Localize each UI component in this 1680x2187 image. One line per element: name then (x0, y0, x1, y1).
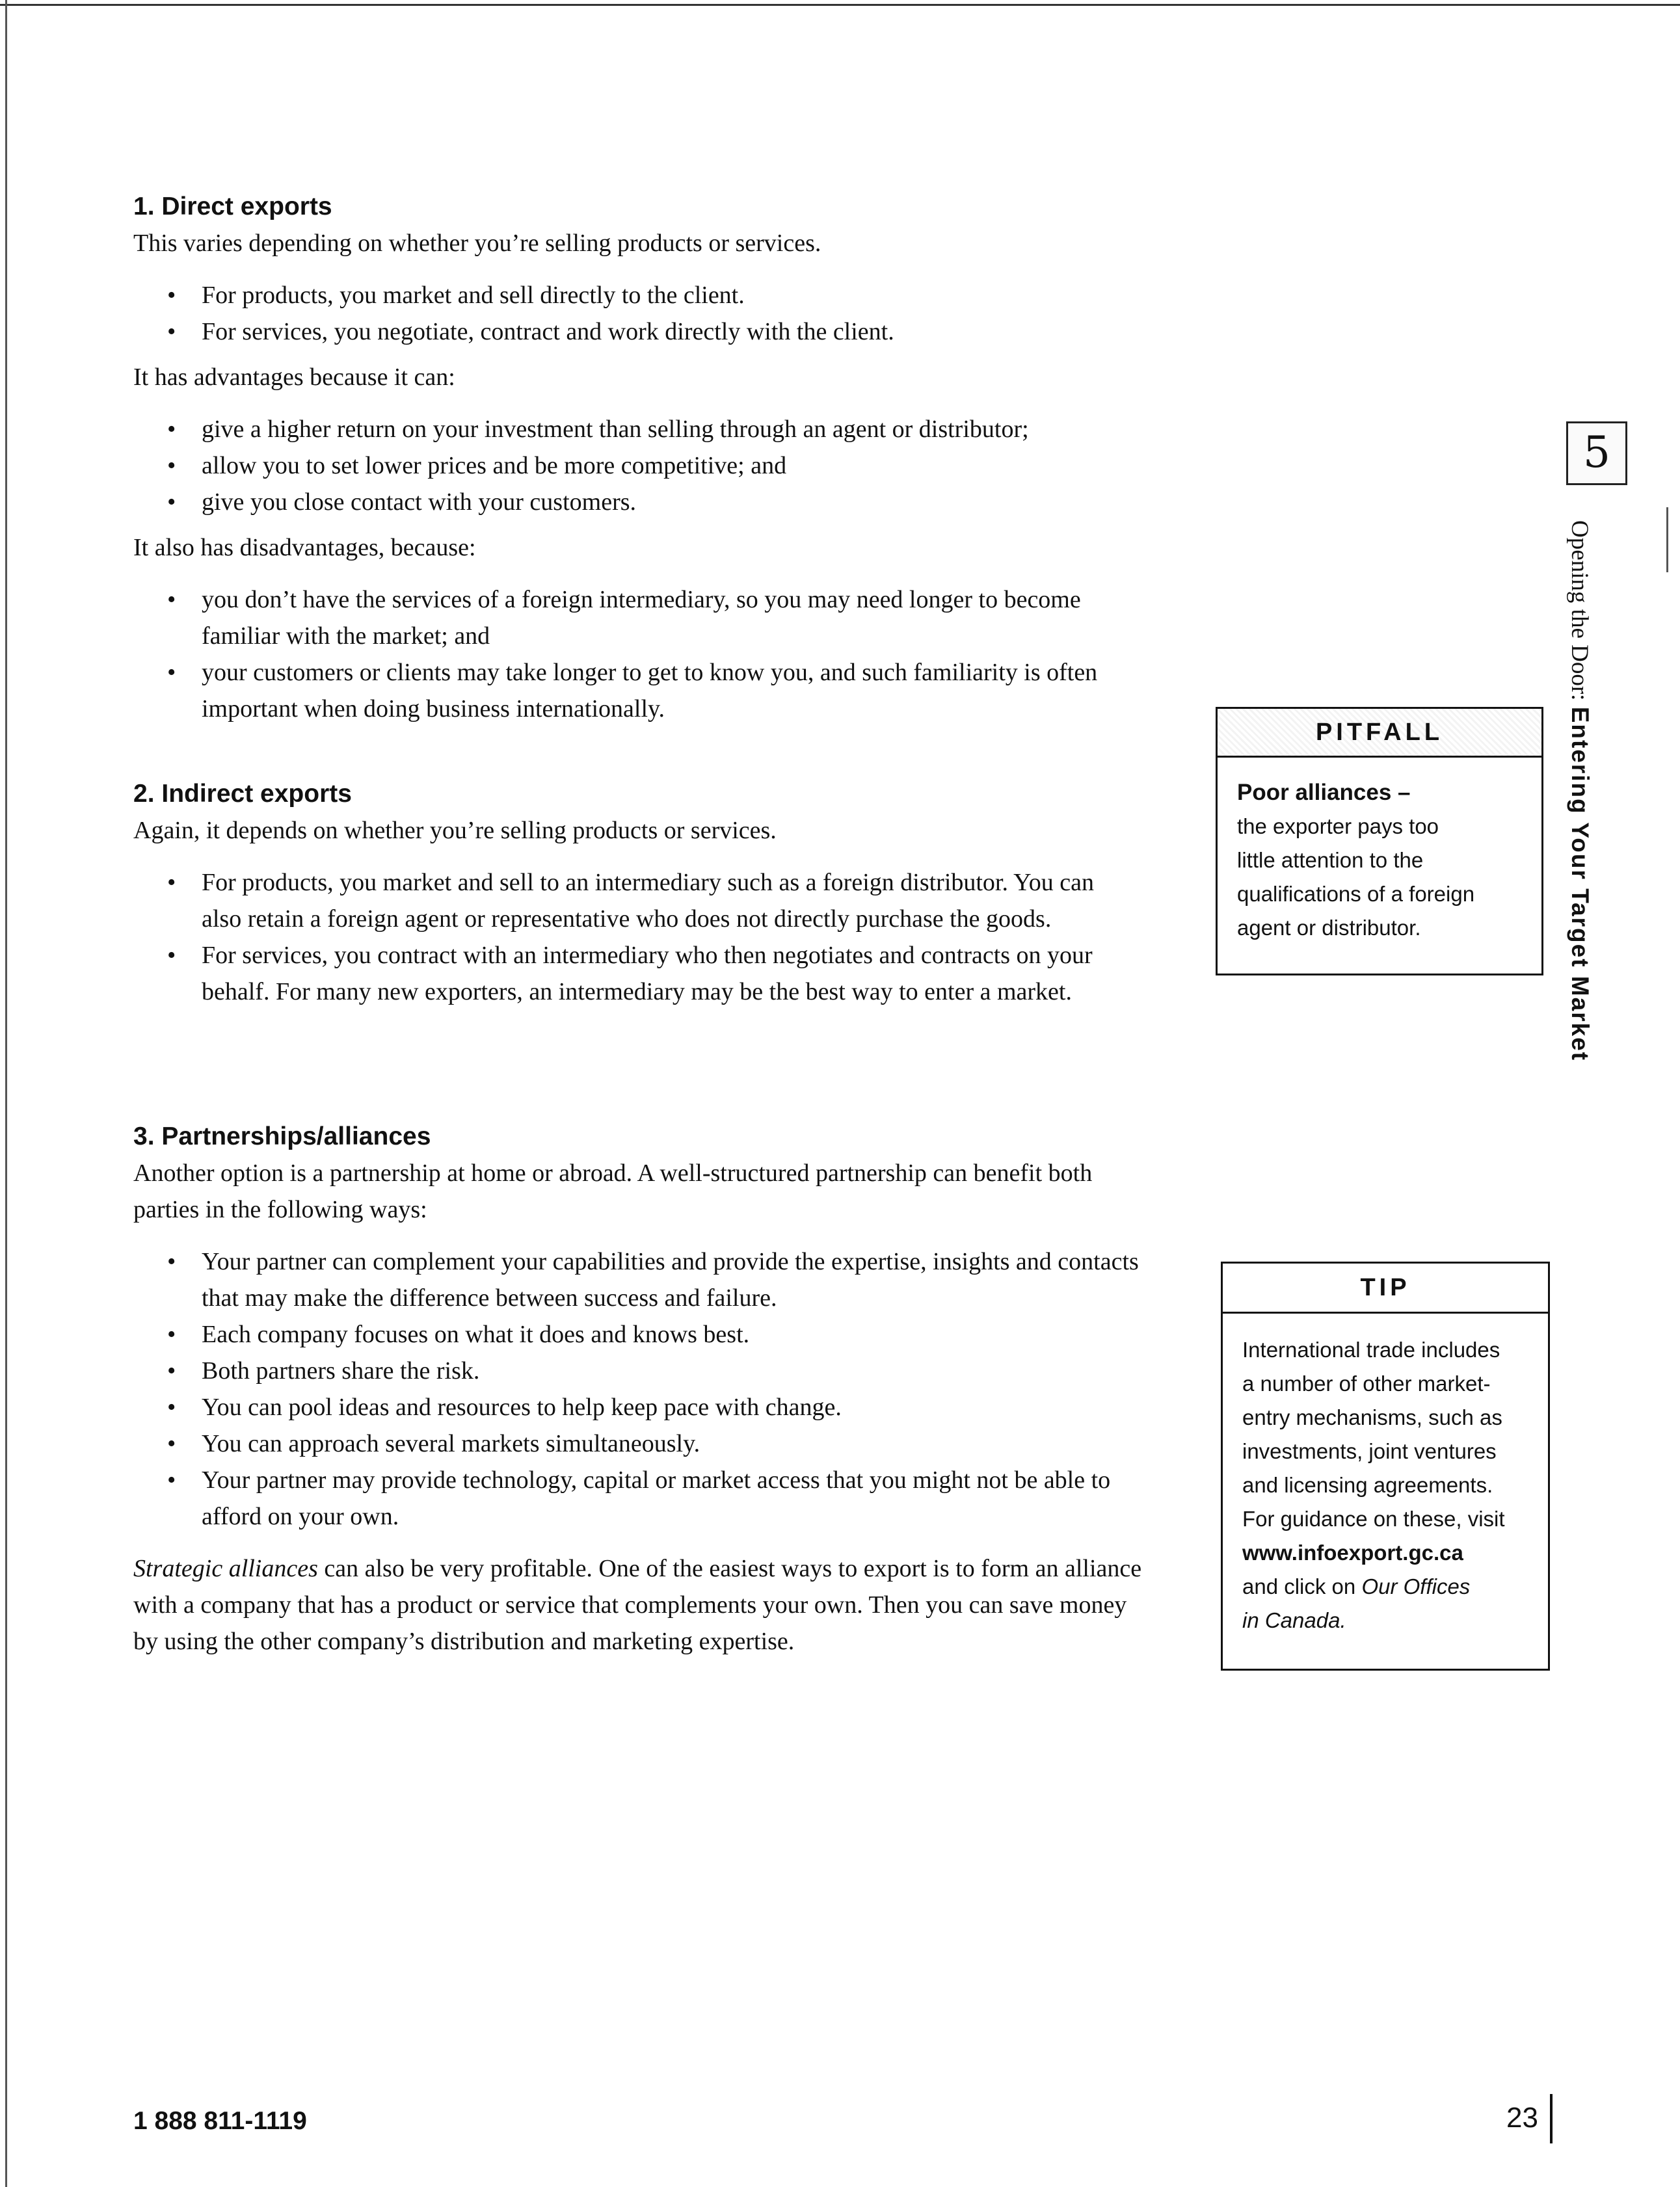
section-indirect-exports (133, 776, 1148, 1010)
chapter-number-badge: 5 (1566, 421, 1627, 485)
bullet-list (133, 277, 1187, 350)
tip-body: International trade includes a number of other market- entry mechanisms, such as investments, joint ventures and licensing agreements. For guidance on these, visit www.infoexport.gc.ca and click on Our Offices in Canada. (1242, 1338, 1505, 1632)
bullet-icon: • (167, 1248, 176, 1275)
list-item: • give you close contact with your customers. (133, 484, 1187, 520)
section-intro: This varies depending on whether you’re selling products or services. (133, 230, 821, 257)
list-item: • For services, you negotiate, contract and work directly with the client. (133, 313, 1187, 350)
bullet-icon: • (167, 488, 176, 516)
bullet-icon: • (167, 1357, 176, 1385)
bullet-icon: • (167, 659, 176, 686)
list-item: • Your partner can complement your capabilities and provide the expertise, insights and contacts that may make the difference between success and failure. (133, 1243, 1148, 1316)
bullet-icon: • (167, 1321, 176, 1348)
page-edge-top (0, 4, 1680, 6)
list-item: • For services, you contract with an intermediary who then negotiates and contracts on your behalf. For many new exporters, an intermediary may be the best way to enter a market. (133, 937, 1096, 1010)
bullet-icon: • (167, 869, 176, 896)
pitfall-lead: Poor alliances – (1237, 780, 1411, 805)
tip-url[interactable]: www.infoexport.gc.ca (1242, 1541, 1463, 1565)
list-item: • your customers or clients may take longer to get to know you, and such familiarity is often important when doing business internationally. (133, 654, 1161, 727)
disadvantages-intro: It also has disadvantages, because: (133, 534, 476, 561)
list-item: • Each company focuses on what it does and knows best. (133, 1316, 1148, 1353)
list-item: • you don’t have the services of a foreign intermediary, so you may need longer to become familiar with the market; and (133, 581, 1161, 654)
bullet-list (133, 864, 1096, 1010)
bullet-icon: • (167, 586, 176, 613)
list-item: • For products, you market and sell directly to the client. (133, 277, 1187, 313)
list-item: • give a higher return on your investment than selling through an agent or distributor; (133, 411, 1187, 447)
list-item: • You can pool ideas and resources to help keep pace with change. (133, 1389, 1148, 1425)
page-edge-left (5, 0, 7, 2187)
strategic-alliances-paragraph: Strategic alliances can also be very profitable. One of the easiest ways to export is to form an alliance with a company that has a product or service that complements your own. Then you can save money by using the other company’s distribution and marketing expertise. (133, 1555, 1142, 1655)
bullet-icon: • (167, 1430, 176, 1457)
list-item: • You can approach several markets simultaneously. (133, 1425, 1148, 1462)
tip-link-our-offices: Our Offices (1361, 1574, 1471, 1598)
bullet-icon: • (167, 318, 176, 345)
footer-phone: 1 888 811-1119 (133, 2107, 307, 2135)
pitfall-body: Poor alliances – the exporter pays too little attention to the qualifications of a foreign agent or distributor. (1218, 758, 1541, 945)
tip-title: TIP (1223, 1264, 1548, 1314)
list-item: • allow you to set lower prices and be more competitive; and (133, 447, 1187, 484)
bullet-icon: • (167, 282, 176, 309)
section-intro: Again, it depends on whether you’re selling products or services. (133, 817, 777, 844)
bullet-icon: • (167, 452, 176, 479)
section-intro: Another option is a partnership at home or abroad. A well-structured partnership can benefit both parties in the following ways: (133, 1160, 1093, 1223)
pitfall-title: PITFALL (1218, 709, 1541, 758)
bullet-icon: • (167, 1466, 176, 1494)
page-number-rule (1550, 2094, 1553, 2143)
list-item: • For products, you market and sell to an intermediary such as a foreign distributor. You can also retain a foreign agent or representative who does not directly purchase the goods. (133, 864, 1096, 937)
bullet-list (133, 1243, 1148, 1535)
section-heading: 2. Indirect exports (133, 780, 352, 808)
advantages-list (133, 411, 1187, 520)
tip-box (1221, 1262, 1550, 1671)
section-direct-exports (133, 189, 1187, 727)
section-heading: 3. Partnerships/alliances (133, 1122, 431, 1150)
list-item: • Both partners share the risk. (133, 1353, 1148, 1389)
pitfall-box (1216, 707, 1543, 975)
bullet-icon: • (167, 1394, 176, 1421)
section-heading: 1. Direct exports (133, 192, 332, 220)
strategic-alliances-term: Strategic alliances (133, 1555, 318, 1582)
bullet-icon: • (167, 416, 176, 443)
section-partnerships (133, 1119, 1148, 1660)
advantages-intro: It has advantages because it can: (133, 364, 455, 391)
list-item: • Your partner may provide technology, capital or market access that you might not be able to afford on your own. (133, 1462, 1148, 1535)
chapter-side-title: Opening the Door: Entering Your Target Market (1566, 520, 1593, 1062)
disadvantages-list (133, 581, 1161, 727)
bullet-icon: • (167, 942, 176, 969)
page-edge-right (1666, 507, 1668, 572)
page-number: 23 (1506, 2102, 1538, 2134)
